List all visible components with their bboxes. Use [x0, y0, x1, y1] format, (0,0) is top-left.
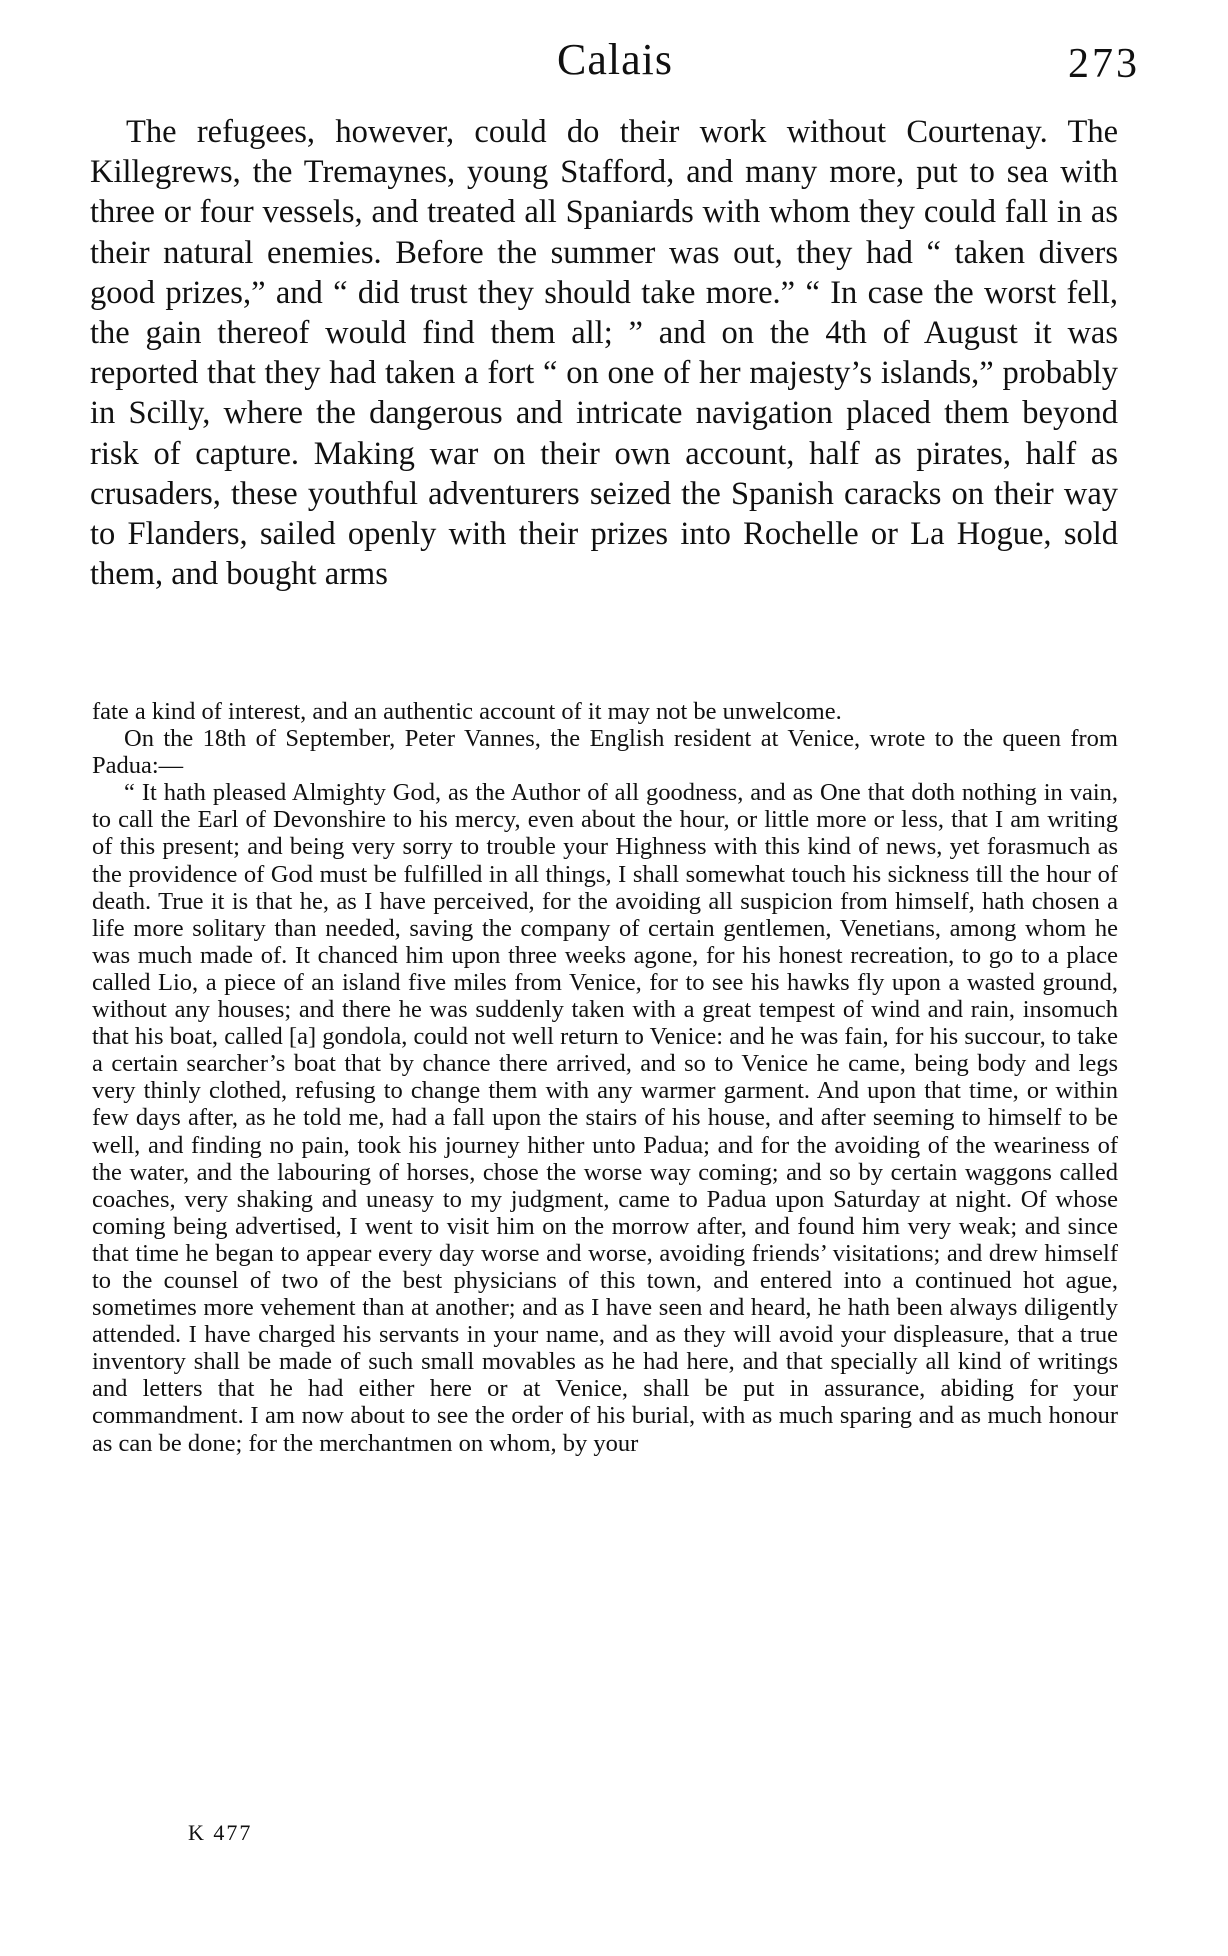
running-title: Calais	[557, 35, 673, 84]
page-number: 273	[1068, 41, 1140, 87]
footnote-block	[92, 698, 1118, 1457]
running-head	[90, 30, 1140, 90]
main-paragraph: The refugees, however, could do their work without Courtenay. The Killegrews, the Tremaynes, young Stafford, and many more, put to sea with three or four vessels, and treated all Spaniards with whom they could fall in as their natural enemies. Before the summer was out, they had “ taken divers good prizes,” and “ did trust they should take more.” “ In case the worst fell, the gain thereof would find them all; ” and on the 4th of August it was reported that they had taken a fort “ on one of her majesty’s islands,” probably in Scilly, where the dangerous and intricate navigation placed them beyond risk of capture. Making war on their own account, half as pirates, half as crusaders, these youthful adventurers seized the Spanish caracks on their way to Flanders, sailed openly with their prizes into Rochelle or La Hogue, sold them, and bought arms	[90, 114, 1118, 593]
footnote-continuation: fate a kind of interest, and an authentic account of it may not be unwelcome.	[92, 698, 842, 725]
footnote-intro: On the 18th of September, Peter Vannes, the English resident at Venice, wrote to the queen from Padua:—	[92, 725, 1118, 780]
signature-mark: K 477	[188, 1820, 253, 1845]
footnote-letter: “ It hath pleased Almighty God, as the Author of all goodness, and as One that doth nothing in vain, to call the Earl of Devonshire to his mercy, even about the hour, or little more or less, that I am writing of this present; and being very sorry to trouble your Highness with this kind of news, yet forasmuch as the providence of God must be fulfilled in all things, I shall somewhat touch his sickness till the hour of death. True it is that he, as I have perceived, for the avoiding all suspicion from himself, hath chosen a life more solitary than needed, saving the company of certain gentlemen, Venetians, among whom he was much made of. It chanced him upon three weeks agone, for his honest recreation, to go to a place called Lio, a piece of an island five miles from Venice, for to see his hawks fly upon a wasted ground, without any houses; and there he was suddenly taken with a great tempest of wind and rain, insomuch that his boat, called [a] gondola, could not well return to Venice: and he was fain, for his succour, to take a certain searcher’s boat that by chance there arrived, and so to Venice he came, being body and legs very thinly clothed, refusing to change them with any warmer garment. And upon that time, or within few days after, as he told me, had a fall upon the stairs of his house, and after seeming to himself to be well, and finding no pain, took his journey hither unto Padua; and for the avoiding of the weariness of the water, and the labouring of horses, chose the worse way coming; and so by certain waggons called coaches, very shaking and uneasy to my judgment, came to Padua upon Saturday at night. Of whose coming being advertised, I went to visit him on the morrow after, and found him very weak; and since that time he began to appear every day worse and worse, avoiding friends’ visitations; and drew himself to the counsel of two of the best physicians of this town, and entered into a continued hot ague, sometimes more vehement than at another; and as I have seen and heard, he hath been always diligently attended. I have charged his servants in your name, and as they will avoid your displeasure, that a true inventory shall be made of such small movables as he had here, and that specially all kind of writings and letters that he had either here or at Venice, shall be put in assurance, abiding for your commandment. I am now about to see the order of his burial, with as much sparing and as much honour as can be done; for the merchantmen on whom, by your	[92, 779, 1118, 1457]
